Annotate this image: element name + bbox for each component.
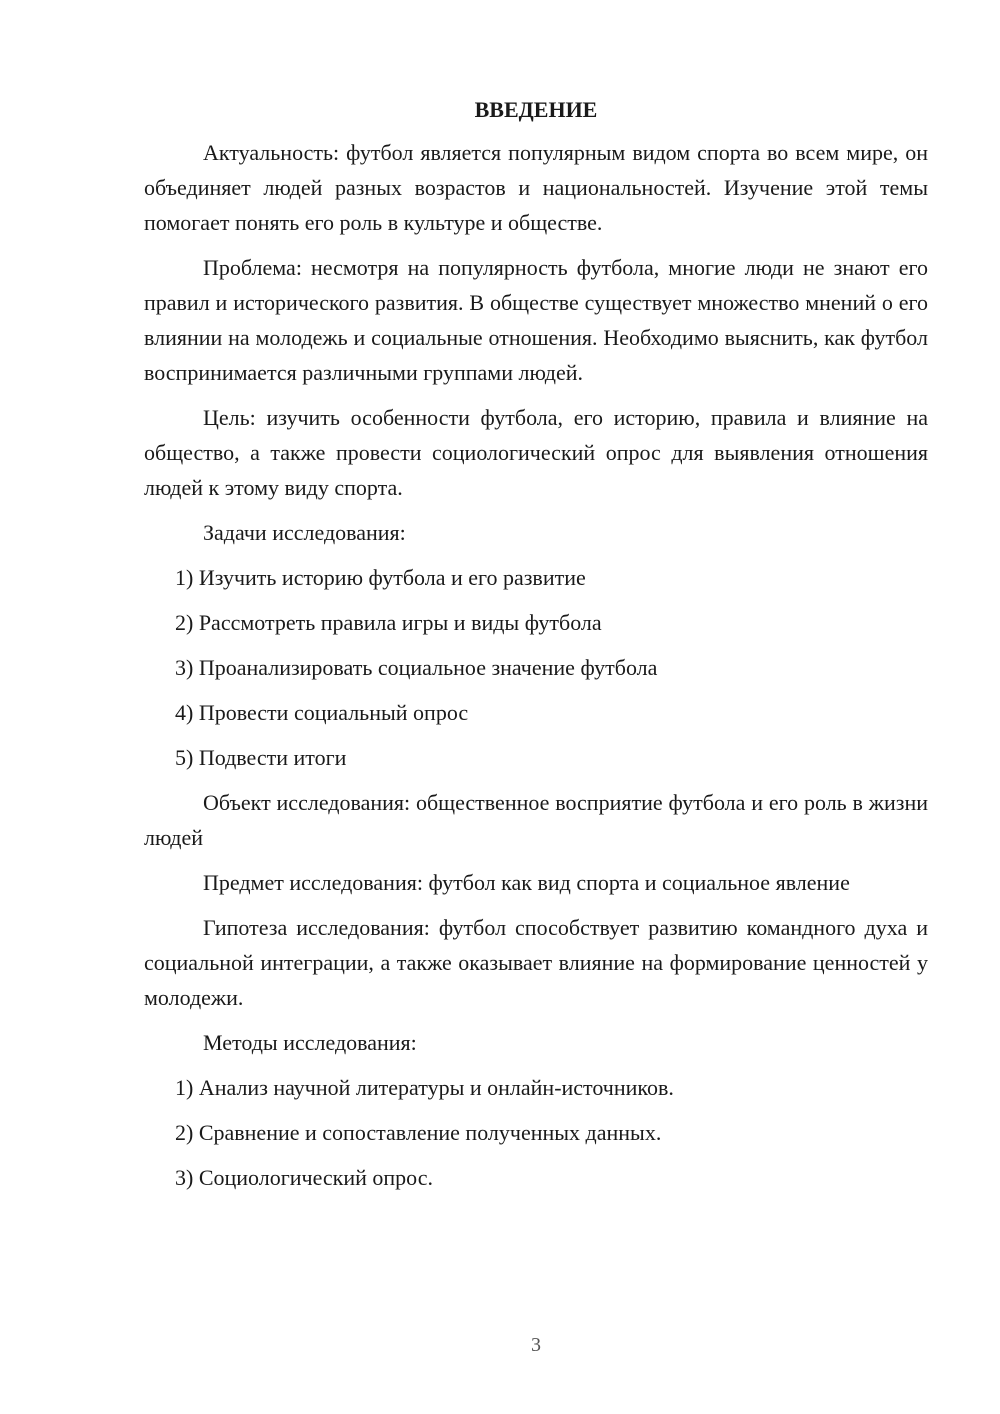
list-item: 2) Рассмотреть правила игры и виды футбола [175, 610, 602, 635]
methods-list [144, 1070, 928, 1195]
object-paragraph: Объект исследования: общественное восприятие футбола и его роль в жизни людей [144, 790, 928, 850]
list-item: 2) Сравнение и сопоставление полученных данных. [175, 1120, 662, 1145]
subject-paragraph: Предмет исследования: футбол как вид спорта и социальное явление [203, 870, 850, 895]
tasks-heading: Задачи исследования: [203, 520, 406, 545]
list-item: 4) Провести социальный опрос [175, 700, 469, 725]
section-title: ВВЕДЕНИЕ [474, 97, 598, 122]
list-item: 1) Анализ научной литературы и онлайн-источников. [175, 1075, 674, 1100]
list-item: 3) Социологический опрос. [175, 1165, 433, 1190]
methods-heading: Методы исследования: [203, 1030, 417, 1055]
tasks-list [144, 560, 928, 775]
goal-paragraph: Цель: изучить особенности футбола, его историю, правила и влияние на общество, а также провести социологический опрос для выявления отношения людей к этому виду спорта. [144, 405, 928, 500]
page-number: 3 [531, 1334, 541, 1356]
list-item: 1) Изучить историю футбола и его развитие [175, 565, 586, 590]
document-page [144, 92, 928, 1205]
problem-paragraph: Проблема: несмотря на популярность футбола, многие люди не знают его правил и исторического развития. В обществе существует множество мнений о его влиянии на молодежь и социальные отношения. Необходимо выяснить, как футбол воспринимается различными группами людей. [144, 255, 928, 385]
list-item: 5) Подвести итоги [175, 745, 347, 770]
hypothesis-paragraph: Гипотеза исследования: футбол способствует развитию командного духа и социальной интеграции, а также оказывает влияние на формирование ценностей у молодежи. [144, 915, 928, 1010]
relevance-paragraph: Актуальность: футбол является популярным видом спорта во всем мире, он объединяет людей разных возрастов и национальностей. Изучение этой темы помогает понять его роль в культуре и обществе. [144, 140, 928, 235]
list-item: 3) Проанализировать социальное значение футбола [175, 655, 658, 680]
